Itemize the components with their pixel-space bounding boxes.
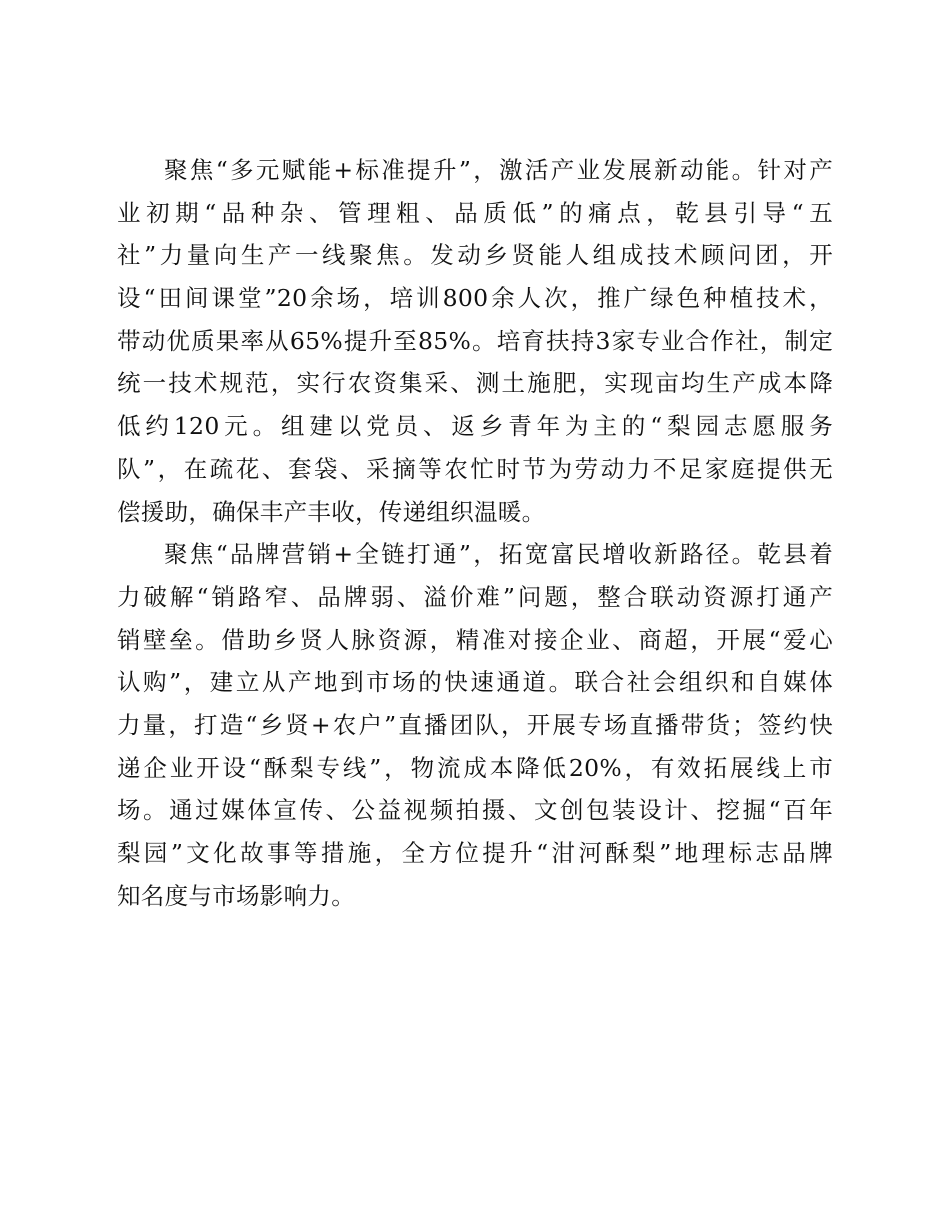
paragraph-line: 聚焦“品牌营销+全链打通”，拓宽富民增收新路径。乾县着 (164, 540, 833, 569)
paragraph-line: 认购”，建立从产地到市场的快速通道。联合社会组织和自媒体 (117, 668, 833, 697)
paragraph-line: 偿援助，确保丰产丰收，传递组织温暖。 (117, 497, 546, 526)
paragraph-line: 带动优质果率从65%提升至85%。培育扶持3家专业合作社，制定 (117, 326, 833, 355)
paragraph-1 (117, 149, 833, 533)
paragraph-line: 梨园”文化故事等措施，全方位提升“泔河酥梨”地理标志品牌 (117, 839, 833, 867)
paragraph-line: 低约120元。组建以党员、返乡青年为主的“梨园志愿服务 (117, 412, 833, 441)
paragraph-line: 知名度与市场影响力。 (117, 881, 355, 910)
paragraph-line: 销壁垒。借助乡贤人脉资源，精准对接企业、商超，开展“爱心 (117, 625, 833, 654)
paragraph-line: 设“田间课堂”20余场，培训800余人次，推广绿色种植技术， (117, 284, 833, 313)
paragraph-line: 场。通过媒体宣传、公益视频拍摄、文创包装设计、挖掘“百年 (117, 796, 833, 825)
paragraph-line: 力量，打造“乡贤+农户”直播团队，开展专场直播带货；签约快 (117, 710, 833, 739)
paragraph-line: 业初期“品种杂、管理粗、品质低”的痛点，乾县引导“五 (117, 198, 833, 227)
paragraph-line: 社”力量向生产一线聚焦。发动乡贤能人组成技术顾问团，开 (117, 241, 833, 270)
paragraph-line: 队”，在疏花、套袋、采摘等农忙时节为劳动力不足家庭提供无 (117, 454, 833, 483)
document-body (117, 149, 833, 917)
paragraph-line: 递企业开设“酥梨专线”，物流成本降低20%，有效拓展线上市 (117, 753, 833, 782)
paragraph-line: 统一技术规范，实行农资集采、测土施肥，实现亩均生产成本降 (117, 369, 833, 398)
paragraph-2 (117, 533, 833, 917)
paragraph-line: 聚焦“多元赋能+标准提升”，激活产业发展新动能。针对产 (164, 156, 833, 184)
paragraph-line: 力破解“销路窄、品牌弱、溢价难”问题，整合联动资源打通产 (117, 582, 833, 611)
